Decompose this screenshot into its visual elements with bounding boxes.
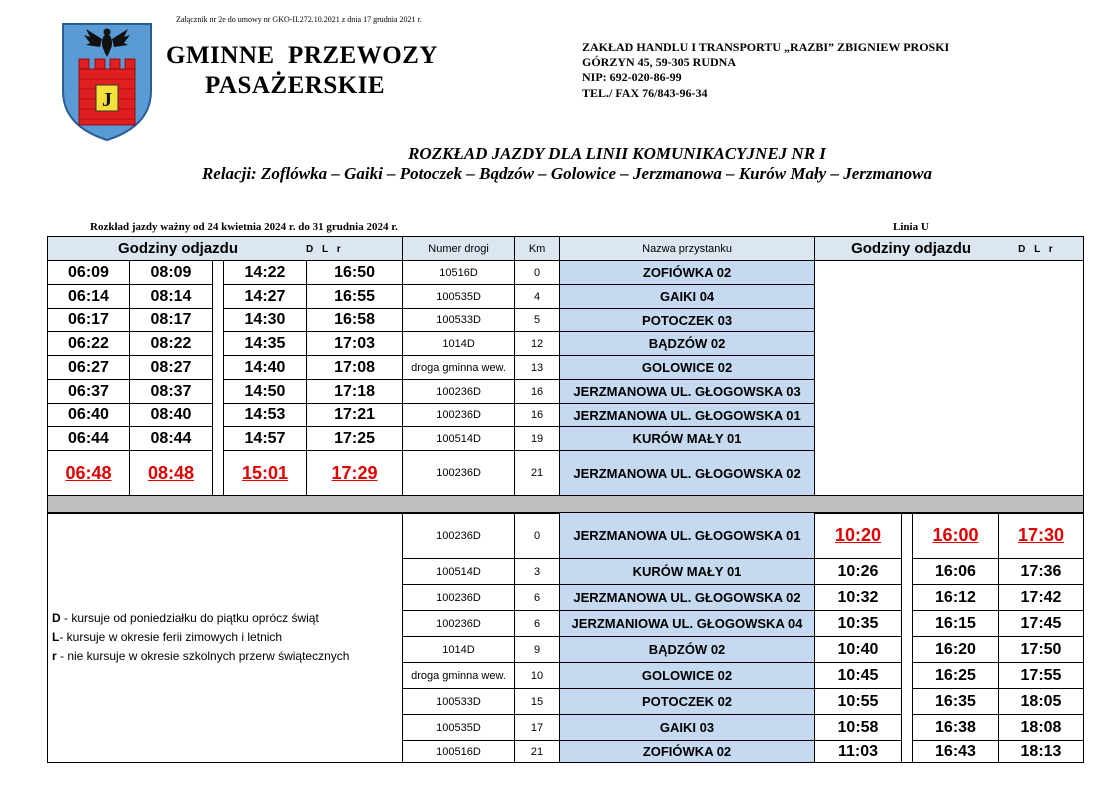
company-phone: TEL./ FAX 76/843-96-34 (582, 86, 708, 100)
legend-item (52, 628, 402, 647)
company-name: ZAKŁAD HANDLU I TRANSPORTU „RAZBI” ZBIGNIEW PROSKI (582, 40, 950, 54)
departure-time: 16:12 (913, 585, 999, 611)
departure-time: 17:36 (999, 559, 1084, 585)
km-value: 19 (515, 427, 560, 451)
departure-time: 08:44 (130, 427, 213, 451)
road-number: 100535D (403, 285, 515, 309)
departures-header-right: Godziny odjazdu D L r (815, 237, 1084, 261)
schedule-heading: ROZKŁAD JAZDY DLA LINII KOMUNIKACYJNEJ NR I (408, 144, 826, 163)
road-number: 1014D (403, 637, 515, 663)
annex-note: Załącznik nr 2e do umowy nr GKO-II.272.10.2021 z dnia 17 grudnia 2021 r. (176, 15, 422, 24)
departure-time: 08:48 (130, 451, 213, 496)
departure-time: 06:17 (48, 309, 130, 332)
departure-time: 11:03 (815, 741, 902, 763)
road-number: 100236D (403, 380, 515, 404)
stop-name: POTOCZEK 03 (560, 309, 815, 332)
departure-time: 10:35 (815, 611, 902, 637)
legend-code: r (52, 649, 57, 663)
inbound-timetable (47, 512, 1084, 763)
departure-time: 06:22 (48, 332, 130, 356)
departure-time: 08:17 (130, 309, 213, 332)
stop-name: JERZMANOWA UL. GŁOGOWSKA 01 (560, 513, 815, 559)
departure-time: 17:21 (307, 404, 403, 427)
stop-name: GAIKI 04 (560, 285, 815, 309)
departure-time: 08:40 (130, 404, 213, 427)
stop-name: POTOCZEK 02 (560, 689, 815, 715)
km-value: 15 (515, 689, 560, 715)
km-value: 10 (515, 663, 560, 689)
legend-text: - nie kursuje w okresie szkolnych przerw świątecznych (56, 649, 350, 663)
departure-time: 16:20 (913, 637, 999, 663)
outbound-timetable (47, 236, 1084, 514)
km-value: 0 (515, 261, 560, 285)
stop-name: BĄDZÓW 02 (560, 332, 815, 356)
departure-time: 16:06 (913, 559, 999, 585)
road-number-header: Numer drogi (403, 237, 515, 261)
legend-text: - kursuje od poniedziałku do piątku oprócz świąt (60, 611, 319, 625)
road-number: droga gminna wew. (403, 356, 515, 380)
km-value: 16 (515, 380, 560, 404)
departure-time: 14:50 (224, 380, 307, 404)
line-label: Linia U (893, 221, 929, 233)
departure-time: 14:40 (224, 356, 307, 380)
title-line-1: GMINNE PRZEWOZY (166, 42, 438, 69)
departure-time: 16:15 (913, 611, 999, 637)
stop-name: KURÓW MAŁY 01 (560, 427, 815, 451)
road-number: 100236D (403, 585, 515, 611)
departure-time: 15:01 (224, 451, 307, 496)
departure-time: 17:29 (307, 451, 403, 496)
departure-time: 17:55 (999, 663, 1084, 689)
stop-name: JERZMANOWA UL. GŁOGOWSKA 03 (560, 380, 815, 404)
stop-name: JERZMANOWA UL. GŁOGOWSKA 02 (560, 451, 815, 496)
departure-time: 17:18 (307, 380, 403, 404)
stop-name: JERZMANOWA UL. GŁOGOWSKA 02 (560, 585, 815, 611)
km-value: 4 (515, 285, 560, 309)
road-number: droga gminna wew. (403, 663, 515, 689)
km-header: Km (515, 237, 560, 261)
stop-name-header: Nazwa przystanku (560, 237, 815, 261)
stop-name: BĄDZÓW 02 (560, 637, 815, 663)
km-value: 21 (515, 451, 560, 496)
svg-text:J: J (102, 89, 112, 111)
km-value: 6 (515, 611, 560, 637)
km-value: 9 (515, 637, 560, 663)
departure-time: 17:50 (999, 637, 1084, 663)
km-value: 0 (515, 513, 560, 559)
legend-code: D (52, 611, 61, 625)
road-number: 100535D (403, 715, 515, 741)
departure-time: 16:35 (913, 689, 999, 715)
departure-time: 06:09 (48, 261, 130, 285)
departure-time: 16:00 (913, 513, 999, 559)
departure-time: 14:27 (224, 285, 307, 309)
departure-time: 17:25 (307, 427, 403, 451)
departure-time: 17:45 (999, 611, 1084, 637)
departure-time: 17:42 (999, 585, 1084, 611)
departure-time: 14:57 (224, 427, 307, 451)
departure-time: 16:50 (307, 261, 403, 285)
departure-time: 08:37 (130, 380, 213, 404)
coat-of-arms-icon (60, 21, 154, 143)
km-value: 6 (515, 585, 560, 611)
km-value: 13 (515, 356, 560, 380)
stop-name: ZOFIÓWKA 02 (560, 261, 815, 285)
validity-note: Rozkład jazdy ważny od 24 kwietnia 2024 r. do 31 grudnia 2024 r. (90, 221, 398, 233)
stop-name: JERZMANOWA UL. GŁOGOWSKA 01 (560, 404, 815, 427)
km-value: 21 (515, 741, 560, 763)
stop-name: ZOFIÓWKA 02 (560, 741, 815, 763)
departure-time: 14:35 (224, 332, 307, 356)
departure-time: 10:55 (815, 689, 902, 715)
road-number: 100236D (403, 451, 515, 496)
road-number: 100533D (403, 689, 515, 715)
departures-header-left: Godziny odjazdu D L r (48, 237, 403, 261)
departure-time: 16:55 (307, 285, 403, 309)
km-value: 16 (515, 404, 560, 427)
separator-row (48, 496, 1084, 514)
empty-return-times (815, 261, 1084, 496)
legend-code: L (52, 630, 60, 644)
company-address: GÓRZYN 45, 59-305 RUDNA (582, 55, 736, 69)
departure-time: 08:14 (130, 285, 213, 309)
title-line-2: PASAŻERSKIE (205, 72, 386, 99)
column-separator (213, 261, 224, 496)
company-nip: NIP: 692-020-86-99 (582, 70, 682, 84)
road-number: 1014D (403, 332, 515, 356)
departure-time: 16:58 (307, 309, 403, 332)
departure-time: 10:26 (815, 559, 902, 585)
column-separator (902, 513, 913, 763)
departure-time: 16:38 (913, 715, 999, 741)
departure-time: 10:58 (815, 715, 902, 741)
stop-name: GOLOWICE 02 (560, 356, 815, 380)
departure-time: 14:30 (224, 309, 307, 332)
departure-time: 16:25 (913, 663, 999, 689)
separator-bar (48, 496, 1084, 514)
departure-time: 14:53 (224, 404, 307, 427)
departure-time: 18:13 (999, 741, 1084, 763)
departure-time: 18:05 (999, 689, 1084, 715)
departure-time: 17:30 (999, 513, 1084, 559)
stop-name: GAIKI 03 (560, 715, 815, 741)
road-number: 100236D (403, 513, 515, 559)
departure-time: 06:27 (48, 356, 130, 380)
departure-time: 10:45 (815, 663, 902, 689)
departure-time: 06:48 (48, 451, 130, 496)
table-row (48, 513, 1084, 559)
road-number: 100514D (403, 559, 515, 585)
km-value: 12 (515, 332, 560, 356)
departure-time: 08:27 (130, 356, 213, 380)
road-number: 10516D (403, 261, 515, 285)
departure-time: 06:14 (48, 285, 130, 309)
road-number: 100514D (403, 427, 515, 451)
departure-time: 06:40 (48, 404, 130, 427)
road-number: 100236D (403, 404, 515, 427)
legend-text: - kursuje w okresie ferii zimowych i letnich (59, 630, 283, 644)
departure-time: 16:43 (913, 741, 999, 763)
departure-time: 18:08 (999, 715, 1084, 741)
departure-time: 17:08 (307, 356, 403, 380)
departure-time: 08:09 (130, 261, 213, 285)
departure-time: 06:37 (48, 380, 130, 404)
road-number: 100516D (403, 741, 515, 763)
departure-time: 08:22 (130, 332, 213, 356)
table-row (48, 261, 1084, 285)
road-number: 100236D (403, 611, 515, 637)
departure-time: 17:03 (307, 332, 403, 356)
legend-item (52, 647, 402, 666)
legend (48, 513, 403, 763)
stop-name: JERZMANIOWA UL. GŁOGOWSKA 04 (560, 611, 815, 637)
departure-time: 10:32 (815, 585, 902, 611)
stop-name: KURÓW MAŁY 01 (560, 559, 815, 585)
route-relation: Relacji: Zoflówka – Gaiki – Potoczek – Bądzów – Golowice – Jerzmanowa – Kurów Mały – Jerzmanowa (201, 164, 933, 183)
km-value: 17 (515, 715, 560, 741)
departure-time: 10:40 (815, 637, 902, 663)
departure-time: 14:22 (224, 261, 307, 285)
stop-name: GOLOWICE 02 (560, 663, 815, 689)
km-value: 5 (515, 309, 560, 332)
departure-time: 06:44 (48, 427, 130, 451)
road-number: 100533D (403, 309, 515, 332)
km-value: 3 (515, 559, 560, 585)
legend-item (52, 609, 402, 628)
departure-time: 10:20 (815, 513, 902, 559)
